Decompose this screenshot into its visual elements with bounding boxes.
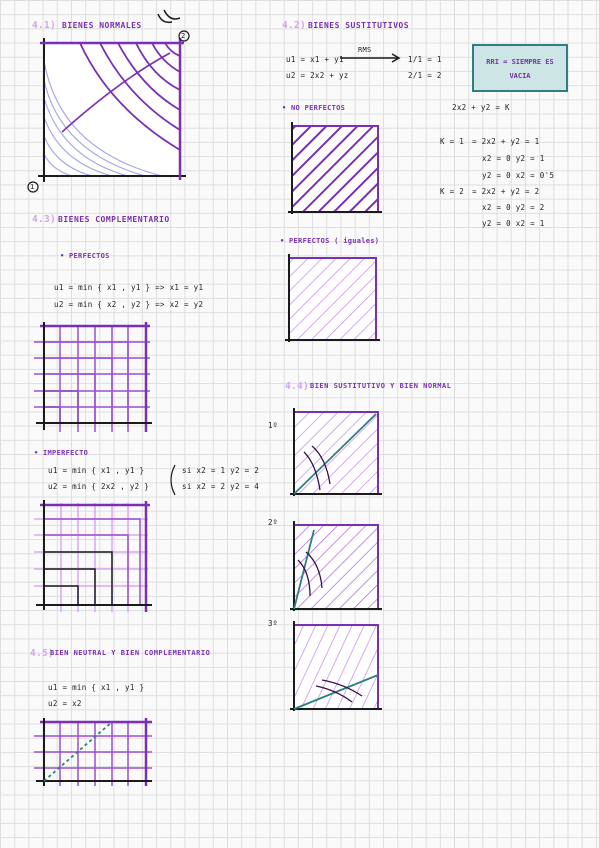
section-number-4-3: 4.3) — [32, 214, 57, 225]
rri-note-line1: RRI = SIEMPRE ES — [486, 58, 554, 66]
neutral-u2: u2 = x2 — [48, 699, 82, 708]
section-title-complements: BIENES COMPLEMENTARIO — [58, 215, 170, 224]
k2-case1: x2 = 0 y2 = 2 — [482, 203, 545, 212]
section-number-4-4: 4.4) — [285, 381, 310, 392]
section-title-neutral-complement: BIEN NEUTRAL Y BIEN COMPLEMENTARIO — [50, 649, 211, 657]
imperfect-u1: u1 = min { x1 , y1 } — [48, 466, 145, 475]
rms-ratio-1: 1/1 = 1 — [408, 55, 442, 64]
budget-equation: 2x2 + y2 = K — [452, 103, 510, 112]
substitutes-imperfect-graph — [288, 122, 382, 214]
section-number-4-5: 4.5) — [30, 648, 55, 659]
subtitle-perfectos: • PERFECTOS — [60, 252, 110, 260]
substitute-normal-graph-2 — [290, 521, 382, 611]
utility-u1: u1 = x1 + y1 — [286, 55, 344, 64]
substitute-normal-graph-1 — [290, 408, 382, 496]
section-number-4-1: 4.1) — [32, 20, 57, 31]
subtitle-imperfecto: • IMPERFECTO — [34, 449, 89, 457]
case-label-3: 3º — [268, 619, 278, 628]
k1-case2: y2 = 0 x2 = 0'5 — [482, 171, 555, 180]
case-label-2: 2º — [268, 518, 278, 527]
k1-eq: = 2x2 + y2 = 1 — [472, 137, 540, 146]
curve-mark-1: 1 — [30, 183, 35, 191]
rms-label: RMS — [358, 46, 372, 54]
subtitle-no-perfectos: • NO PERFECTOS — [282, 104, 346, 112]
k2-eq: = 2x2 + y2 = 2 — [472, 187, 540, 196]
complement-u2: u2 = min { x2 , y2 } => x2 = y2 — [54, 300, 204, 309]
section-title-substitutes: BIENES SUSTITUTIVOS — [308, 21, 410, 30]
k1-case1: x2 = 0 y2 = 1 — [482, 154, 545, 163]
rri-note-line2: VACIA — [509, 72, 531, 80]
utility-u2: u2 = 2x2 + yz — [286, 71, 349, 80]
k2-case2: y2 = 0 x2 = 1 — [482, 219, 545, 228]
section-number-4-2: 4.2) — [282, 20, 307, 31]
substitute-normal-graph-3 — [290, 621, 382, 711]
imperfect-case2: si x2 = 2 y2 = 4 — [182, 482, 260, 491]
rms-ratio-2: 2/1 = 2 — [408, 71, 442, 80]
k2-label: K = 2 — [440, 187, 465, 196]
section-title-normal-goods: BIENES NORMALES — [62, 21, 142, 30]
neutral-complement-graph — [34, 718, 152, 786]
substitutes-perfect-graph — [285, 254, 380, 342]
complement-u1: u1 = min { x1 , y1 } => x1 = y1 — [54, 283, 204, 292]
section-title-substitute-normal: BIEN SUSTITUTIVO Y BIEN NORMAL — [310, 382, 452, 390]
complements-perfect-graph — [34, 322, 152, 432]
neutral-u1: u1 = min { x1 , y1 } — [48, 683, 145, 692]
imperfect-u2: u2 = min { 2x2 , y2 } — [48, 482, 150, 491]
imperfect-case1: si x2 = 1 y2 = 2 — [182, 466, 260, 475]
normal-goods-graph — [28, 10, 189, 192]
subtitle-perfectos-iguales: • PERFECTOS ( iguales) — [280, 237, 380, 245]
k1-label: K = 1 — [440, 137, 465, 146]
curve-mark-2: 2 — [181, 32, 186, 40]
case-label-1: 1º — [268, 421, 278, 430]
rri-note-box — [472, 44, 568, 92]
